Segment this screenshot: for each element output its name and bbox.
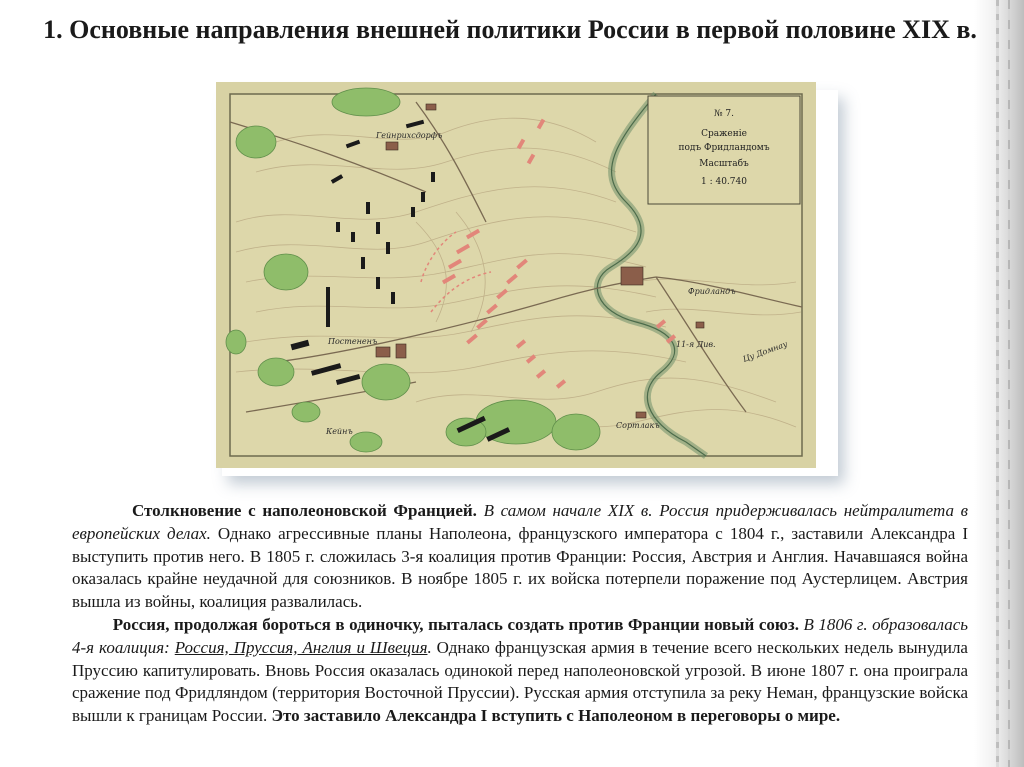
- friedland-map: [216, 82, 816, 468]
- paragraph-1-text: Однако агрессивные планы Наполеона, французского императора с 1804 г., заставили Александра I выступить против него. В 1805 г. сложилась 3-я коалиция против Франции: Россия, Австрия и Англия. Начавшаяся война оказалась крайне неудачной для союзников. В ноябре 1805 г. их войска потерпели поражение под Аустерлицем. Австрия вышла из войны, коалиция развалилась.: [72, 523, 968, 612]
- map-label-division: 11-я Див.: [676, 340, 716, 349]
- body-text: [72, 500, 968, 728]
- map-label-sortlak: Сортлакъ: [616, 421, 660, 430]
- map-label-friedland: Фридландъ: [688, 287, 736, 296]
- paragraph-2-conclusion: Это заставило Александра I вступить с Наполеоном в переговоры о мире.: [267, 706, 841, 726]
- paragraph-2-heading: Россия, продолжая бороться в одиночку, пыталась создать против Франции новый союз.: [112, 614, 799, 634]
- cartouche-scale: 1 : 40.740: [701, 177, 747, 187]
- cartouche-scale-label: Масштабъ: [699, 159, 749, 169]
- cartouche-title-1: Сраженіе: [701, 129, 747, 139]
- paragraph-2-text: Однако французская армия в течение всего нескольких недель вынудила Пруссию капитулировать. Вновь Россия оказалась одинокой перед наполеоновской угрозой. В июне 1807 г. она проиграла сражение под Фридляндом (территория Восточной Пруссии). Русская армия отступила за реку Неман, французские войска вышли к границам России.: [72, 637, 968, 726]
- paragraph-1-heading: Столкновение с наполеоновской Францией.: [131, 501, 477, 520]
- map-label-kein: Кейнъ: [326, 427, 353, 436]
- paragraph-2: [72, 614, 968, 728]
- cartouche-number: № 7.: [714, 109, 734, 119]
- cartouche-title-2: подъ Фридландомъ: [678, 143, 770, 153]
- map-label-domnau: Цу Домнау: [741, 339, 789, 364]
- battle-map-image: [216, 82, 816, 468]
- paragraph-2-italic: В 1806 г. образовалась 4-я коалиция:: [72, 614, 968, 657]
- map-label-heinrichsdorf: Гейнрихсдорфъ: [376, 131, 443, 140]
- page-edge-decoration: [974, 0, 1024, 767]
- slide-title: 1. Основные направления внешней политики России в первой половине XIX в.: [43, 15, 977, 44]
- paragraph-1: [72, 500, 968, 614]
- map-cartouche: [648, 96, 800, 204]
- paragraph-2-italic-end: .: [427, 637, 432, 657]
- paragraph-1-italic: В самом начале XIX в. Россия придерживалась нейтралитета в европейских делах.: [72, 501, 968, 543]
- map-label-postenen: Постененъ: [328, 337, 378, 346]
- coalition-members: Россия, Пруссия, Англия и Швеция: [174, 637, 428, 657]
